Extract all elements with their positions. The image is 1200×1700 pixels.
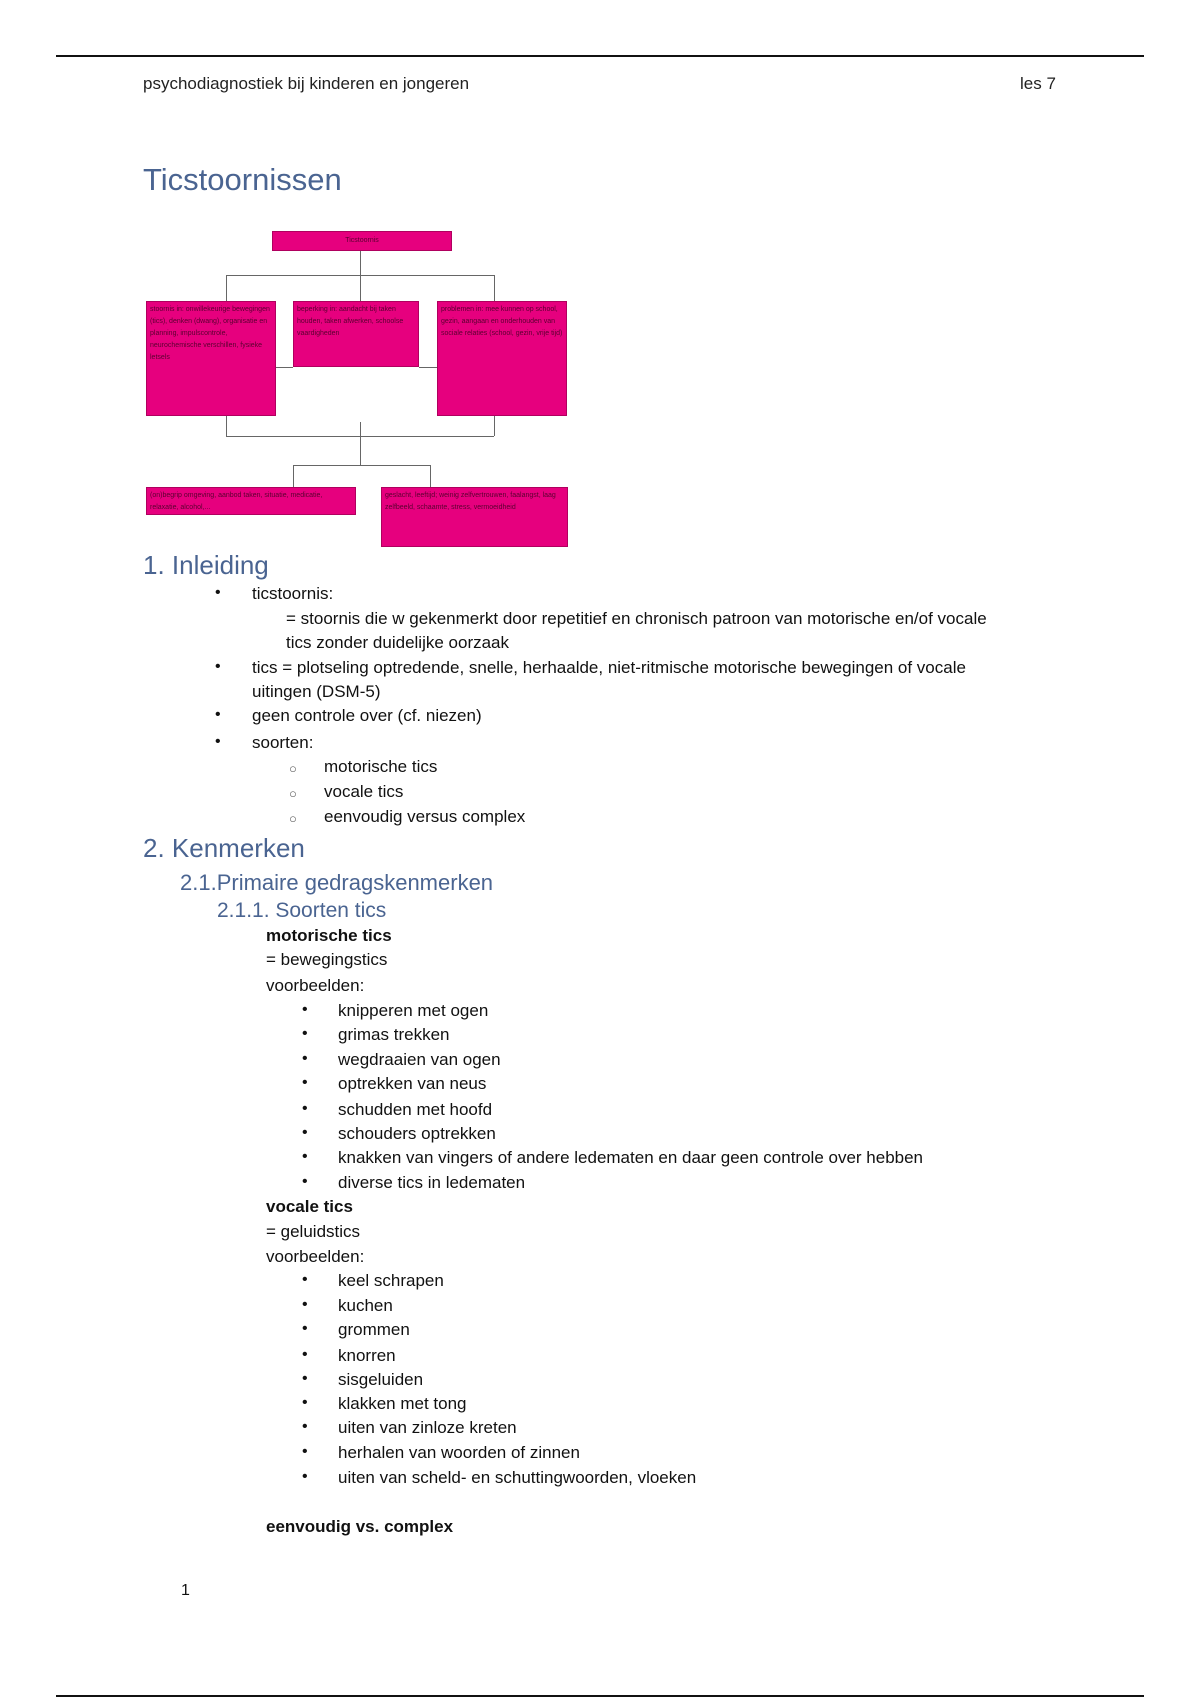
motor-tics-definition: = bewegingstics: [266, 950, 388, 969]
inleiding-definition-1: = stoornis die w gekenmerkt door repetitief en chronisch patroon van motorische en/of vocale: [286, 609, 987, 628]
motor-tic-item: schudden met hoofd: [338, 1100, 493, 1119]
vocal-tics-examples-label: voorbeelden:: [266, 1247, 365, 1266]
inleiding-item-4: soorten:: [252, 733, 314, 752]
heading-soorten-tics: 2.1.1. Soorten tics: [217, 899, 387, 922]
vocal-tic-item: herhalen van woorden of zinnen: [338, 1443, 580, 1462]
header-left: psychodiagnostiek bij kinderen en jongeren: [143, 74, 470, 93]
motor-tics-examples-label: voorbeelden:: [266, 976, 365, 995]
diagram-box-limitation: beperking in: aandacht bij taken houden, taken afwerken, schoolse vaardigheden: [293, 301, 419, 367]
inleiding-item-3: geen controle over (cf. niezen): [252, 706, 482, 725]
motor-tic-item: knakken van vingers of andere ledematen en daar geen controle over hebben: [338, 1148, 924, 1167]
diagram-top-box: Ticstoornis: [272, 231, 452, 251]
vocal-tic-item: grommen: [338, 1320, 410, 1339]
diagram-box-participation: problemen in: mee kunnen op school, gezin, aangaan en onderhouden van sociale relaties (school, gezin, vrije tijd): [437, 301, 567, 416]
motor-tic-item: wegdraaien van ogen: [338, 1050, 501, 1069]
motor-tic-item: knipperen met ogen: [338, 1001, 489, 1020]
diagram-box-personal-factors: geslacht, leeftijd; weinig zelfvertrouwen, faalangst, laag zelfbeeld, schaamte, stress, vermoeidheid: [381, 487, 568, 547]
diagram-box-external-factors: (on)begrip omgeving, aanbod taken, situatie, medicatie, relaxatie, alcohol,...: [146, 487, 356, 515]
vocal-tic-item: kuchen: [338, 1296, 393, 1315]
vocal-tic-item: klakken met tong: [338, 1394, 467, 1413]
motor-tic-item: diverse tics in ledematen: [338, 1173, 526, 1192]
document-title: Ticstoornissen: [143, 162, 342, 197]
inleiding-item-2-cont: uitingen (DSM-5): [252, 682, 381, 701]
header-right: les 7: [1020, 74, 1056, 93]
vocal-tic-item: knorren: [338, 1346, 396, 1365]
bottom-rule: [56, 1695, 1144, 1697]
eenvoudig-complex-title: eenvoudig vs. complex: [266, 1517, 454, 1536]
vocal-tic-item: keel schrapen: [338, 1271, 444, 1290]
top-rule: [56, 55, 1144, 57]
heading-inleiding: 1. Inleiding: [143, 550, 269, 580]
ticstoornis-diagram: [145, 225, 570, 550]
vocal-tic-item: uiten van scheld- en schuttingwoorden, vloeken: [338, 1468, 697, 1487]
motor-tic-item: schouders optrekken: [338, 1124, 496, 1143]
vocal-tics-title: vocale tics: [266, 1197, 353, 1216]
motor-tic-item: optrekken van neus: [338, 1074, 487, 1093]
inleiding-definition-2: tics zonder duidelijke oorzaak: [286, 633, 510, 652]
inleiding-item-1: ticstoornis:: [252, 584, 334, 603]
inleiding-item-2: tics = plotseling optredende, snelle, herhaalde, niet-ritmische motorische bewegingen of vocale: [252, 658, 966, 677]
soorten-item: vocale tics: [324, 782, 404, 801]
vocal-tic-item: uiten van zinloze kreten: [338, 1418, 517, 1437]
heading-primaire-gedragskenmerken: 2.1.Primaire gedragskenmerken: [180, 870, 494, 895]
motor-tic-item: grimas trekken: [338, 1025, 450, 1044]
soorten-item: motorische tics: [324, 757, 438, 776]
soorten-item: eenvoudig versus complex: [324, 807, 526, 826]
diagram-box-impairment: stoornis in: onwillekeurige bewegingen (tics), denken (dwang), organisatie en planning, impulscontrole, neurochemische verschillen, fysieke letsels: [146, 301, 276, 416]
vocal-tic-item: sisgeluiden: [338, 1370, 424, 1389]
motor-tics-title: motorische tics: [266, 926, 392, 945]
heading-kenmerken: 2. Kenmerken: [143, 833, 305, 863]
page-number: 1: [181, 1582, 190, 1599]
vocal-tics-definition: = geluidstics: [266, 1222, 361, 1241]
